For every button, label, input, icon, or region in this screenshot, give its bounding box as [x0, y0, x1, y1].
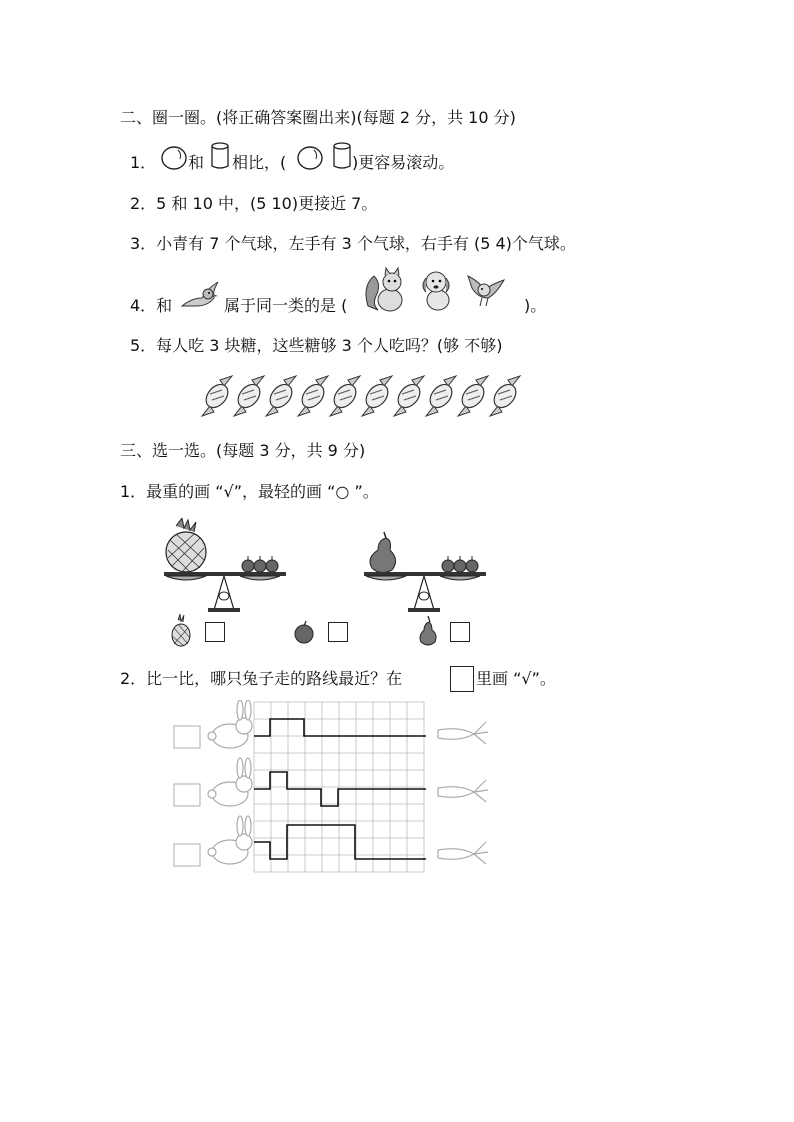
q4-number: 4．和 — [130, 296, 173, 315]
apple-group — [242, 556, 278, 572]
pineapple-icon-small — [170, 614, 192, 648]
inline-box — [450, 666, 474, 692]
answer-box-pineapple[interactable] — [205, 622, 225, 642]
s3-q2-after: 里画 “√”。 — [476, 669, 556, 688]
pear-icon — [370, 532, 396, 573]
q4-mid: 属于同一类的是 ( — [224, 296, 348, 315]
candy-icon — [232, 372, 266, 420]
q1-number: 1． — [130, 153, 157, 172]
candy-icon — [488, 372, 522, 420]
carrot-icon — [438, 780, 488, 802]
q1-and: 和 — [188, 153, 205, 172]
path-3 — [254, 825, 426, 859]
cylinder-icon-option — [332, 142, 352, 170]
candy-icon — [264, 372, 298, 420]
balance-scale-right — [360, 530, 490, 614]
bird-icon — [178, 276, 224, 312]
rabbit-icon — [208, 700, 252, 748]
q2-text: 2．5 和 10 中，(5 10)更接近 7。 — [130, 194, 378, 213]
ball-icon — [160, 146, 188, 170]
section-3-title: 三、选一选。(每题 3 分，共 9 分) — [120, 441, 366, 460]
candy-icon — [296, 372, 330, 420]
candy-icon — [360, 372, 394, 420]
carrot-icon — [438, 842, 488, 864]
apple-group-2 — [442, 556, 478, 572]
q1-compare: 相比，( — [232, 153, 287, 172]
rabbit-path-grid — [168, 700, 498, 880]
apple-icon-small — [292, 620, 316, 644]
rabbit-box-3 — [174, 844, 200, 866]
pear-icon-small — [416, 614, 440, 648]
candy-icon — [200, 372, 234, 420]
rabbit-icon — [208, 758, 252, 806]
s3-q2-before: 2．比一比，哪只兔子走的路线最近？在 — [120, 669, 403, 688]
q5-text: 5．每人吃 3 块糖，这些糖够 3 个人吃吗？(够 不够) — [130, 336, 503, 355]
s3-q1-text: 1．最重的画 “√”，最轻的画 “○ ”。 — [120, 482, 379, 501]
answer-box-pear[interactable] — [450, 622, 470, 642]
candy-icon — [328, 372, 362, 420]
candy-icon — [456, 372, 490, 420]
pineapple-icon — [166, 518, 206, 574]
squirrel-icon — [362, 266, 412, 314]
dog-icon — [416, 268, 456, 312]
rabbit-box-2 — [174, 784, 200, 806]
rabbit-icon — [208, 816, 252, 864]
q4-close: )。 — [524, 296, 547, 315]
candy-row — [200, 372, 536, 420]
rabbit-box-1 — [174, 726, 200, 748]
answer-box-apple[interactable] — [328, 622, 348, 642]
carrot-icon — [438, 722, 488, 744]
bird-icon-option — [462, 268, 508, 310]
candy-icon — [424, 372, 458, 420]
balance-scale-left — [160, 518, 290, 614]
ball-icon-option — [296, 146, 324, 170]
candy-icon — [392, 372, 426, 420]
cylinder-icon — [210, 142, 230, 170]
q1-close: )更容易滚动。 — [352, 153, 455, 172]
grid — [254, 702, 424, 872]
section-2-title: 二、圈一圈。(将正确答案圈出来)(每题 2 分，共 10 分) — [120, 108, 516, 127]
path-1 — [254, 719, 426, 736]
path-2 — [254, 772, 426, 806]
q3-text: 3．小青有 7 个气球，左手有 3 个气球，右手有 (5 4)个气球。 — [130, 234, 576, 253]
